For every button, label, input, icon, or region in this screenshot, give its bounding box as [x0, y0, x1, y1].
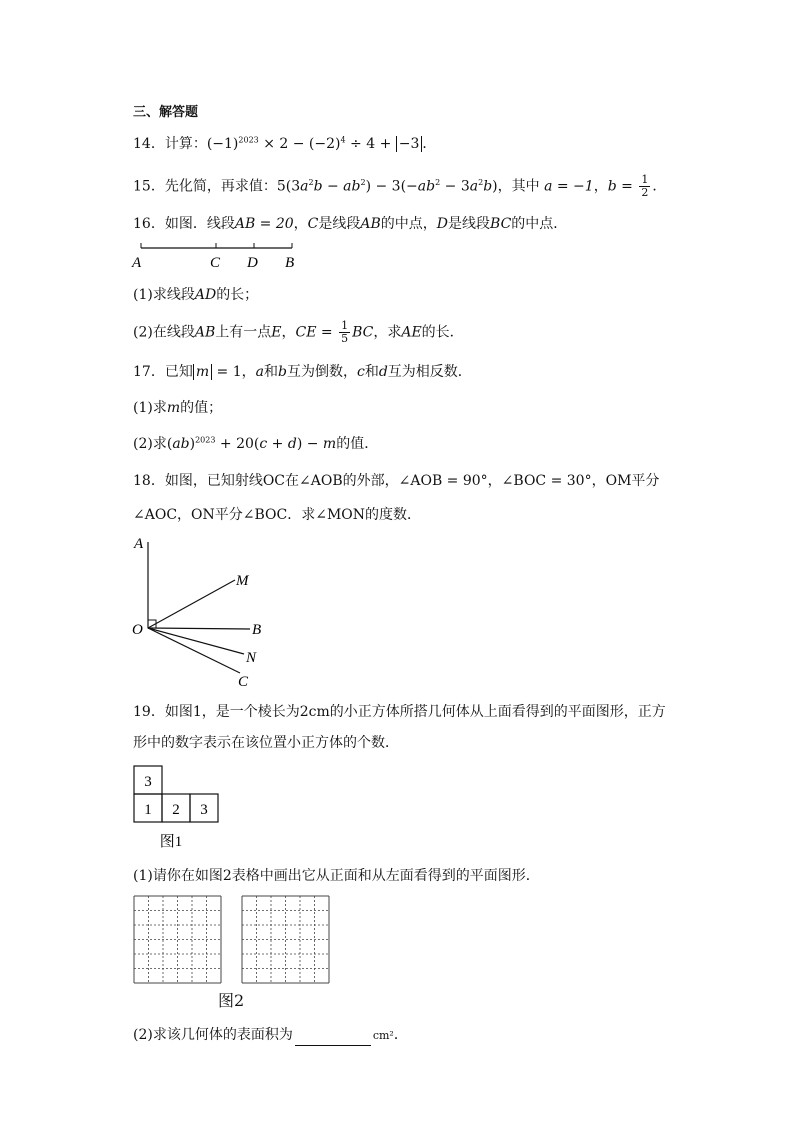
- fraction-one-fifth: $\frac{1}{5}$: [341, 319, 349, 345]
- ray-ob: [148, 628, 250, 629]
- question-17-part-1: (1)求m的值；: [133, 400, 223, 416]
- label-c: C: [210, 255, 221, 271]
- question-14: 14．计算：$(-1)^{2023} \times 2 - (-2)^4 \div 4 + -3$ ．: [133, 135, 437, 152]
- grid-front-view[interactable]: [133, 895, 223, 985]
- question-19-part-2: (2)求该几何体的表面积为 cm²．: [133, 1025, 408, 1046]
- figure-1-caption: 图1: [159, 834, 183, 850]
- answer-blank[interactable]: [295, 1031, 371, 1046]
- label-a: A: [132, 255, 142, 271]
- figure-1-top-view: [133, 765, 223, 855]
- ray-om: [148, 580, 235, 628]
- question-16: 16．如图．线段AB = 20，C是线段AB的中点，D是线段BC的中点．: [133, 216, 568, 232]
- question-19-part-1: (1)请你在如图2表格中画出它从正面和从左面看得到的平面图形．: [133, 868, 540, 884]
- cell-bottom-3-value: 3: [200, 802, 208, 818]
- question-18-line-2: ∠AOC，ON平分∠BOC．求∠MON的度数．: [133, 507, 422, 523]
- question-15: 15．先化简，再求值：$5(3a^2b - ab^2) - 3(-ab^2 - 3a^2b)$，其中 a = −1，b = $\frac{1}{2}$ ．: [133, 173, 667, 199]
- label-m: M: [236, 573, 249, 589]
- figure-2-caption: 图2: [218, 991, 245, 1010]
- label-a: A: [134, 536, 144, 552]
- label-d: D: [247, 255, 258, 271]
- section-title: 三、解答题: [133, 105, 199, 120]
- grid-left-view[interactable]: [241, 895, 331, 985]
- label-o: O: [132, 622, 143, 638]
- question-16-part-2: (2)在线段AB上有一点E，CE = $\frac{1}{5}$ BC，求AE的长．: [133, 319, 464, 345]
- cell-bottom-1-value: 1: [144, 802, 152, 818]
- fraction-one-half: $\frac{1}{2}$: [641, 173, 649, 199]
- question-17-part-2: (2)求(ab)$^{2023}$ + 20(c + d) − m的值．: [133, 435, 379, 452]
- cell-top-value: 3: [144, 774, 152, 790]
- ray-on: [148, 628, 244, 654]
- question-19-line-1: 19．如图1，是一个棱长为2cm的小正方体所搭几何体从上面看得到的平面图形，正方: [133, 704, 666, 720]
- segment-diagram: [128, 238, 308, 272]
- angle-diagram: [128, 530, 278, 690]
- question-19-line-2: 形中的数字表示在该位置小正方体的个数．: [133, 735, 399, 751]
- label-c: C: [238, 674, 249, 690]
- question-18-line-1: 18．如图，已知射线OC在∠AOB的外部，∠AOB = 90°，∠BOC = 30°，OM平分: [133, 473, 660, 489]
- question-17: 17．已知 m = 1，a和b互为倒数，c和d互为相反数．: [133, 364, 472, 380]
- cell-bottom-2-value: 2: [172, 802, 180, 818]
- ray-oc: [148, 628, 240, 673]
- label-b: B: [285, 255, 295, 271]
- question-16-part-1: (1)求线段AD的长；: [133, 287, 259, 303]
- label-n: N: [246, 650, 257, 666]
- label-b: B: [252, 622, 262, 638]
